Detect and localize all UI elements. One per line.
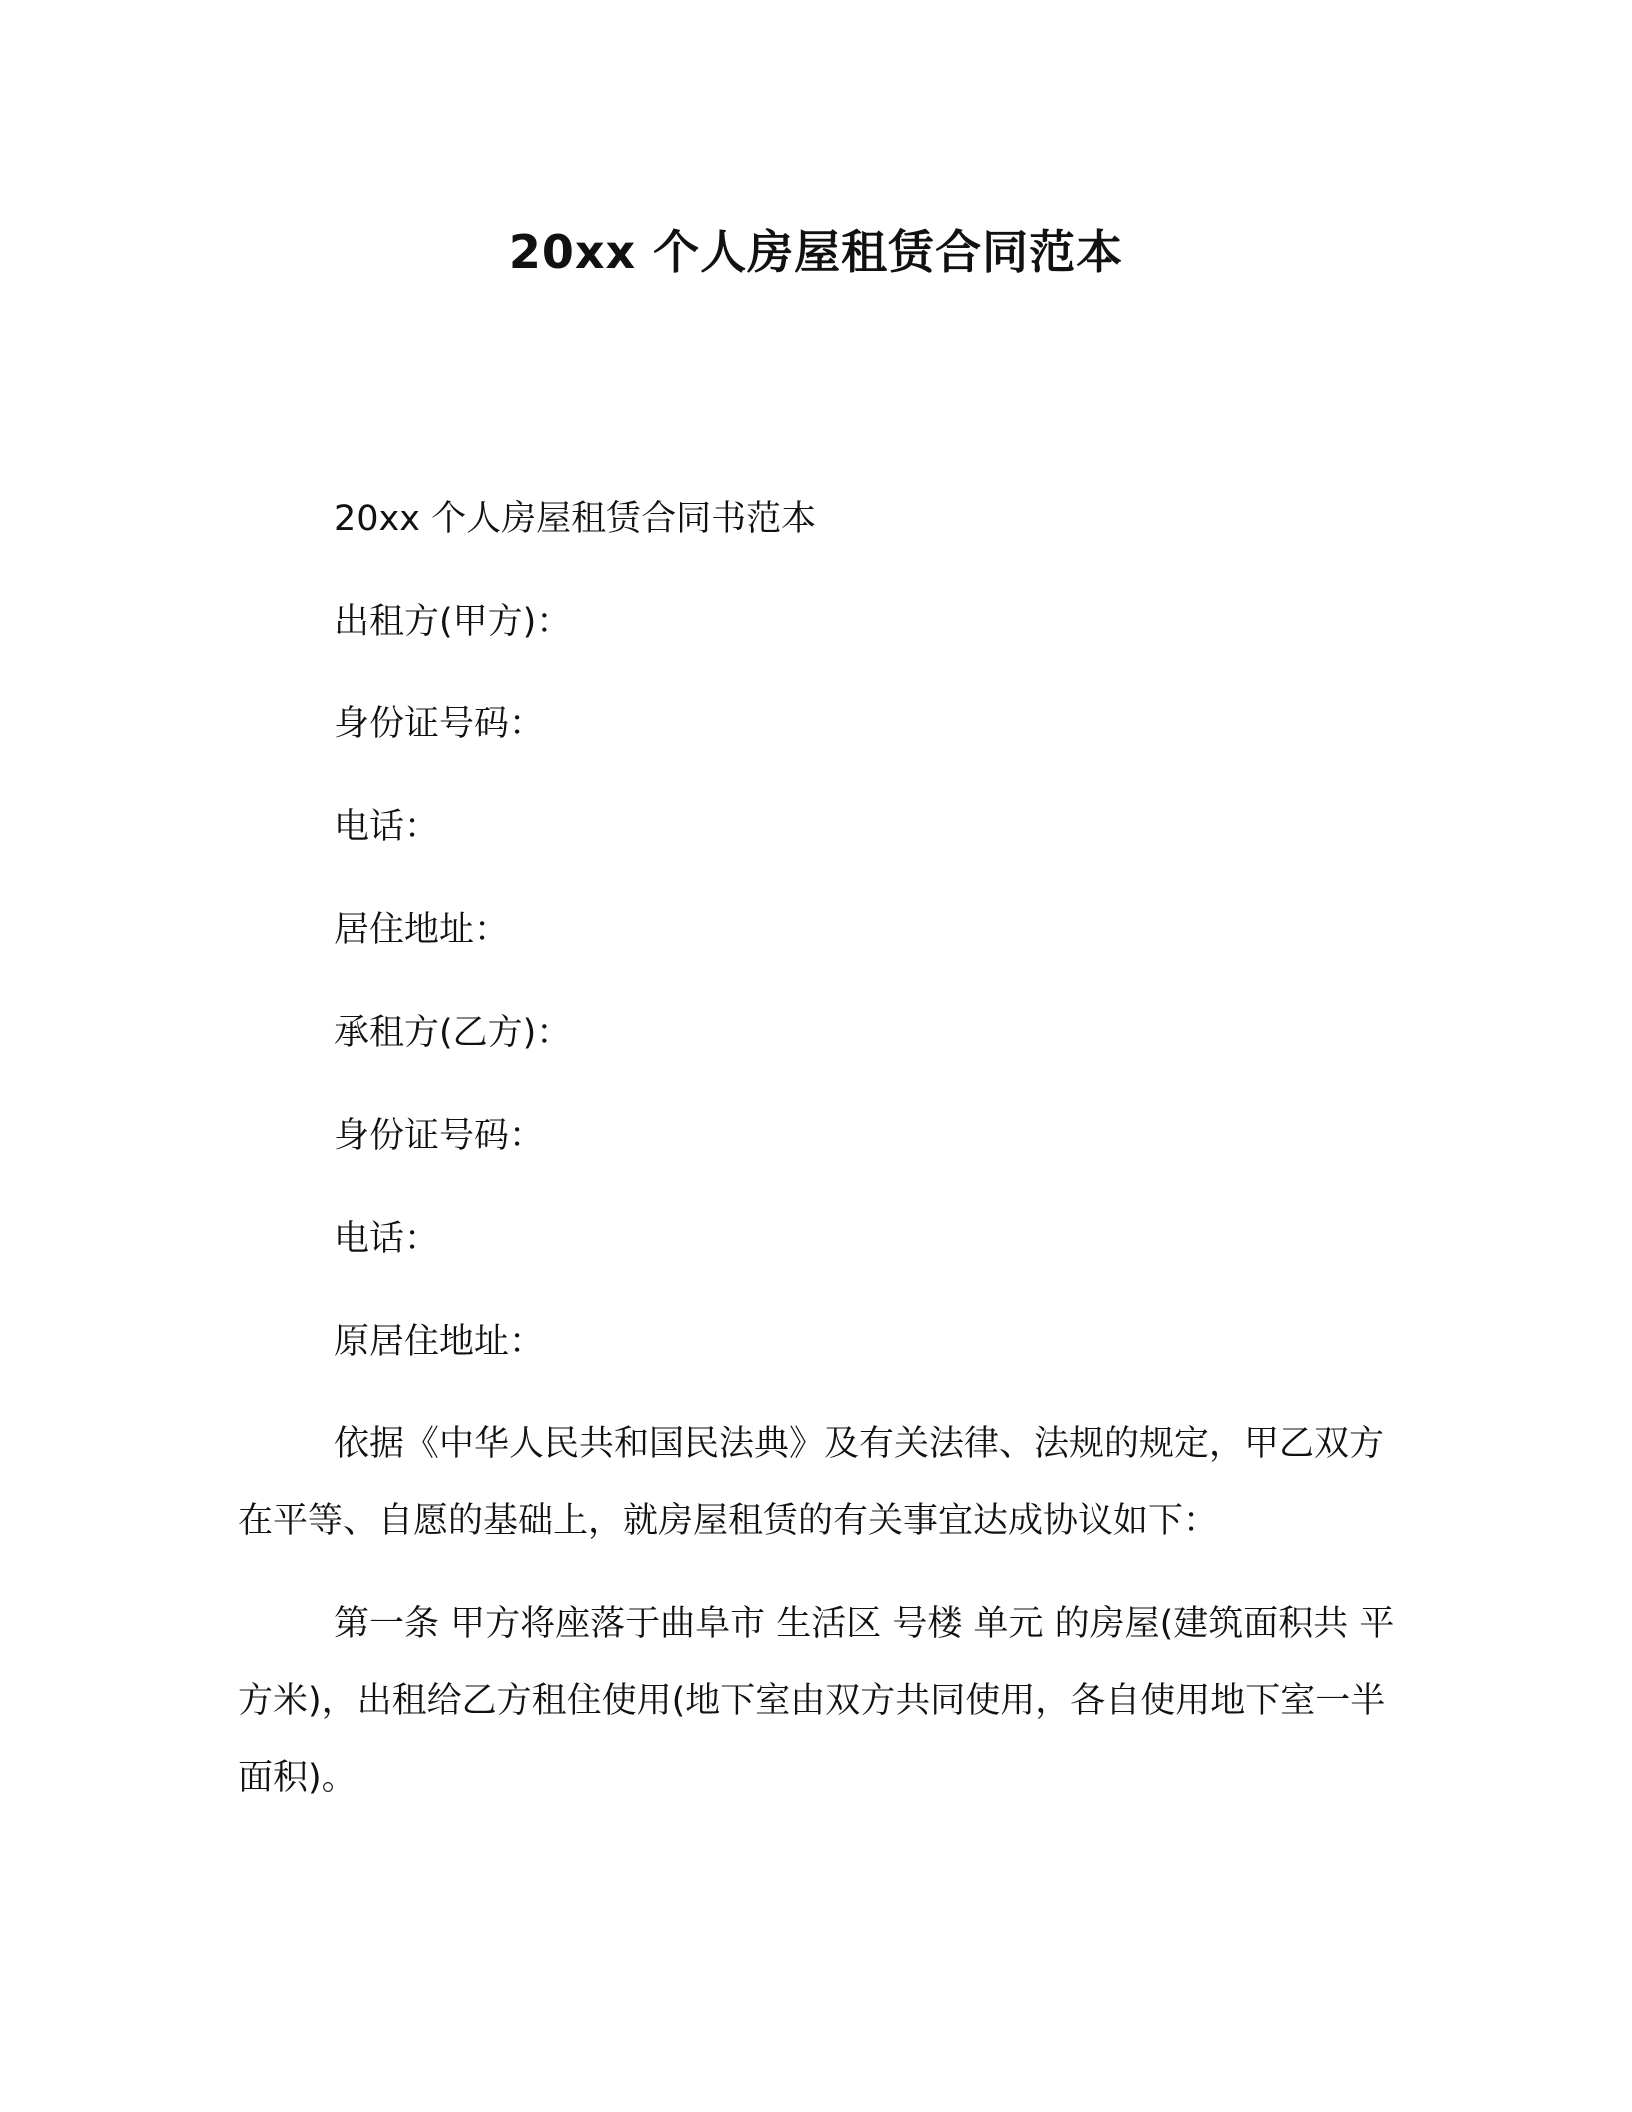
party-a-label: 出租方(甲方)： (334, 602, 572, 642)
document-title: 20xx 个人房屋租赁合同范本 (508, 225, 1124, 279)
party-b-id-label: 身份证号码： (334, 1116, 545, 1156)
party-a-address-label: 居住地址： (334, 910, 510, 950)
party-b-address-label: 原居住地址： (334, 1322, 545, 1362)
party-b-label: 承租方(乙方)： (334, 1013, 572, 1053)
document-subtitle: 20xx 个人房屋租赁合同书范本 (334, 499, 817, 539)
party-a-phone-label: 电话： (334, 807, 440, 847)
article-one-paragraph: 第一条 甲方将座落于曲阜市 生活区 号楼 单元 的房屋(建筑面积共 平方米)，出租给乙方租住使用(地下室由双方共同使用，各自使用地下室一半面积)。 (238, 1604, 1395, 1798)
party-a-id-label: 身份证号码： (334, 704, 545, 744)
preamble-paragraph: 依据《中华人民共和国民法典》及有关法律、法规的规定，甲乙双方在平等、自愿的基础上，就房屋租赁的有关事宜达成协议如下： (238, 1424, 1385, 1541)
party-b-phone-label: 电话： (334, 1219, 440, 1259)
